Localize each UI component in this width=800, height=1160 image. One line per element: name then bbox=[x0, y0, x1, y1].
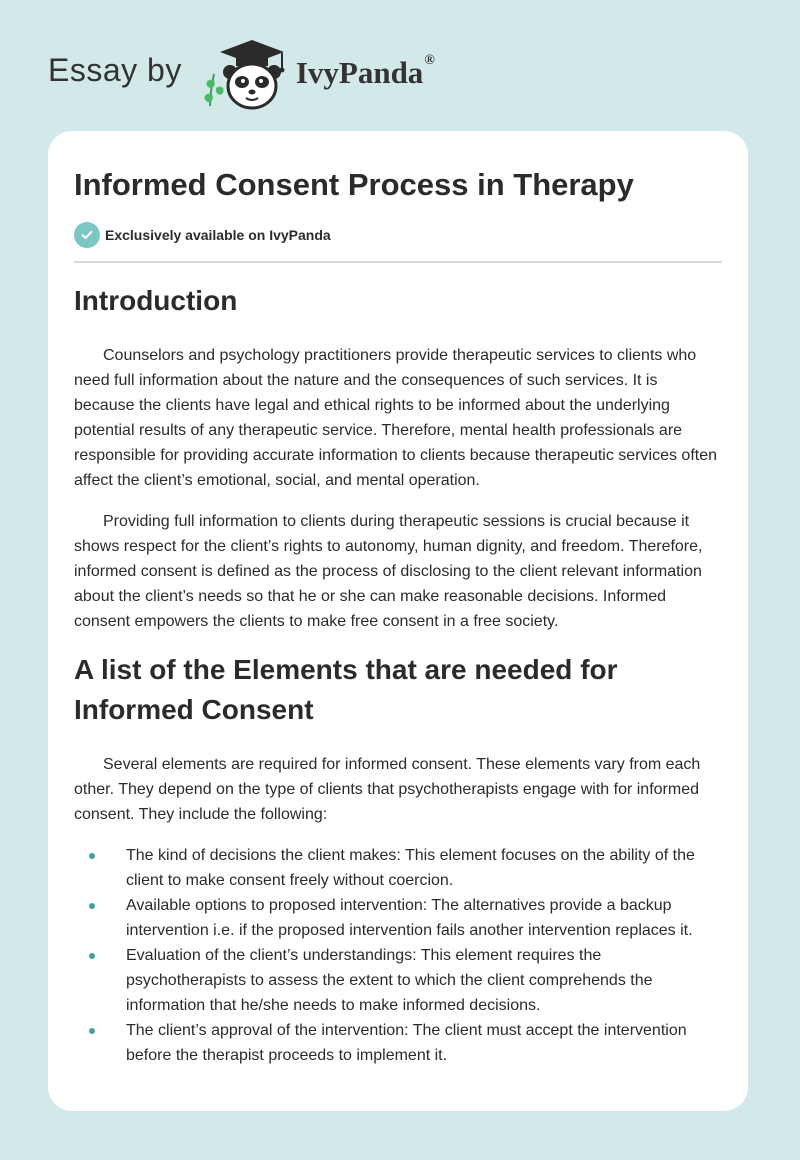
page-title: Informed Consent Process in Therapy bbox=[74, 167, 634, 202]
brand-logo-text[interactable] bbox=[296, 55, 435, 91]
elements-list bbox=[74, 843, 722, 1068]
paragraph: Counselors and psychology practitioners provide therapeutic services to clients who need full information about the nature and the consequences of such services. It is because the clients have legal and ethical rights to be informed about the underlying potential results of any therapeutic service. Therefore, mental health professionals are responsible for providing accurate information to clients because therapeutic services often affect the client’s emotional, social, and mental operation. bbox=[74, 347, 718, 489]
list-item-text: The client’s approval of the intervention: The client must accept the intervention before the therapist proceeds to implement it. bbox=[126, 1022, 687, 1064]
essay-body bbox=[74, 281, 722, 1068]
ivy-leaf-icon bbox=[204, 74, 223, 106]
essay-by-label: Essay by bbox=[48, 51, 182, 88]
bullet-dot bbox=[89, 1028, 95, 1034]
bullet-dot bbox=[89, 903, 95, 909]
bullet-dot bbox=[89, 853, 95, 859]
list-item bbox=[74, 943, 722, 1018]
list-item-text: The kind of decisions the client makes: This element focuses on the ability of the client to make consent freely without coercion. bbox=[126, 847, 695, 889]
list-item bbox=[74, 843, 722, 893]
paragraph: Providing full information to clients during therapeutic sessions is crucial because it shows respect for the client’s rights to autonomy, human dignity, and freedom. Therefore, informed consent is defined as the process of disclosing to the client relevant information about the client’s needs so that he or she can make reasonable decisions. Informed consent empowers the clients to make free consent in a free society. bbox=[74, 513, 703, 630]
list-item-text: Available options to proposed intervention: The alternatives provide a backup intervention i.e. if the proposed intervention fails another intervention replaces it. bbox=[126, 897, 693, 939]
list-item-text: Evaluation of the client’s understandings: This element requires the psychotherapists to assess the extent to which the client comprehends the information that he/she needs to make informed decisions. bbox=[126, 947, 653, 1014]
registered-mark: ® bbox=[424, 53, 435, 68]
list-item bbox=[74, 893, 722, 943]
panda-graduate-icon[interactable] bbox=[200, 34, 292, 114]
section-heading: A list of the Elements that are needed for Informed Consent bbox=[74, 654, 618, 725]
check-circle-icon bbox=[74, 222, 100, 248]
site-header bbox=[48, 34, 435, 114]
essay-card bbox=[48, 131, 748, 1111]
exclusive-badge bbox=[74, 222, 331, 248]
title-divider bbox=[74, 261, 722, 263]
list-item bbox=[74, 1018, 722, 1068]
section-heading: Introduction bbox=[74, 285, 238, 316]
brand-name: IvyPanda bbox=[295, 55, 424, 90]
bullet-dot bbox=[89, 953, 95, 959]
paragraph: Several elements are required for informed consent. These elements vary from each other. They depend on the type of clients that psychotherapists engage with for informed consent. They include the following: bbox=[74, 756, 701, 823]
exclusive-badge-label: Exclusively available on IvyPanda bbox=[105, 227, 331, 243]
